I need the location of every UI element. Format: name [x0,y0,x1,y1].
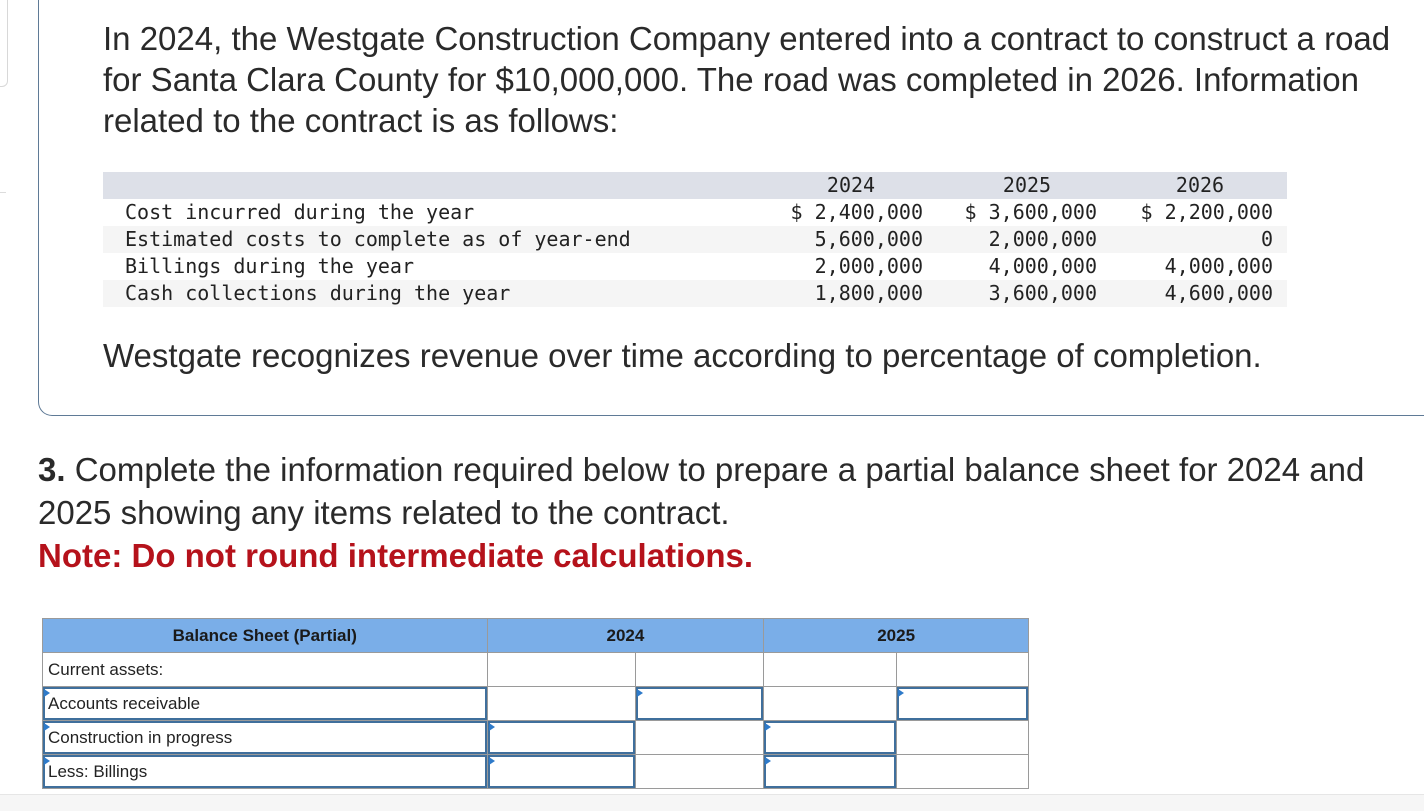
method-statement: Westgate recognizes revenue over time according to percentage of completion. [103,337,1262,374]
cell-value: 4,600,000 [1164,281,1273,305]
table-row [103,280,1287,307]
empty-cell [487,687,636,721]
cell-value: 1,800,000 [814,281,923,305]
page-footer-bar [0,794,1424,811]
rounding-note: Note: Do not round intermediate calculations. [38,537,754,574]
cell-value: 2,000,000 [814,254,923,278]
empty-cell [636,755,764,789]
input-flag-icon [489,723,495,731]
ar-2025-input[interactable] [897,687,1029,721]
construction-in-progress-field[interactable]: Construction in progress [43,721,488,755]
table-row [43,653,1029,687]
side-panel-edge [0,0,8,87]
divider [0,192,6,193]
table-row [103,199,1287,226]
dropdown-flag-icon [44,723,50,731]
table-row [43,755,1029,789]
input-flag-icon [765,723,771,731]
year-header: 2024 [826,173,876,197]
row-label: Estimated costs to complete as of year-end [125,227,631,251]
cell-value: 4,000,000 [1164,254,1273,278]
question-number: 3. [38,451,66,488]
billings-2025-input[interactable] [764,755,897,789]
cell-value: $ 2,400,000 [790,200,923,224]
current-assets-label: Current assets: [43,653,488,687]
empty-cell [636,653,764,687]
billings-2024-input[interactable] [487,755,636,789]
dropdown-flag-icon [44,689,50,697]
table-header-row [103,172,1287,199]
cell-value: 0 [1260,227,1273,251]
cell-value: 3,600,000 [988,281,1097,305]
table-row [43,687,1029,721]
cell-value: $ 2,200,000 [1140,200,1273,224]
contract-data-table [103,172,1287,307]
balance-sheet-title: Balance Sheet (Partial) [43,619,488,653]
row-label: Billings during the year [125,254,414,278]
empty-cell [897,721,1029,755]
cip-2024-input[interactable] [487,721,636,755]
balance-sheet-header-row [43,619,1029,653]
year-header: 2026 [1175,173,1225,197]
cip-2025-input[interactable] [764,721,897,755]
year-2024-header: 2024 [487,619,764,653]
input-flag-icon [898,689,904,697]
empty-cell [764,653,897,687]
year-header: 2025 [1002,173,1052,197]
accounts-receivable-field[interactable]: Accounts receivable [43,687,488,721]
cell-value: 4,000,000 [988,254,1097,278]
ar-2024-input[interactable] [636,687,764,721]
cell-value: $ 3,600,000 [964,200,1097,224]
problem-intro: In 2024, the Westgate Construction Company entered into a contract to construct a road for Santa Clara County for $10,000,000. The road was completed in 2026. Information related to the contract is as follows: [103,20,1391,139]
input-flag-icon [765,757,771,765]
question-prompt [38,448,1408,577]
year-2025-header: 2025 [764,619,1029,653]
cell-value: 5,600,000 [814,227,923,251]
empty-cell [487,653,636,687]
empty-cell [897,653,1029,687]
table-row [103,226,1287,253]
dropdown-flag-icon [44,757,50,765]
row-label: Cash collections during the year [125,281,511,305]
table-row [103,253,1287,280]
empty-cell [897,755,1029,789]
table-row [43,721,1029,755]
input-flag-icon [489,757,495,765]
cell-value: 2,000,000 [988,227,1097,251]
empty-cell [636,721,764,755]
row-label: Cost incurred during the year [125,200,475,224]
input-flag-icon [637,689,643,697]
less-billings-field[interactable]: Less: Billings [43,755,488,789]
empty-cell [764,687,897,721]
balance-sheet-table [42,618,1029,789]
question-text: Complete the information required below to prepare a partial balance sheet for 2024 and 2025 showing any items related to the contract. [38,451,1365,531]
